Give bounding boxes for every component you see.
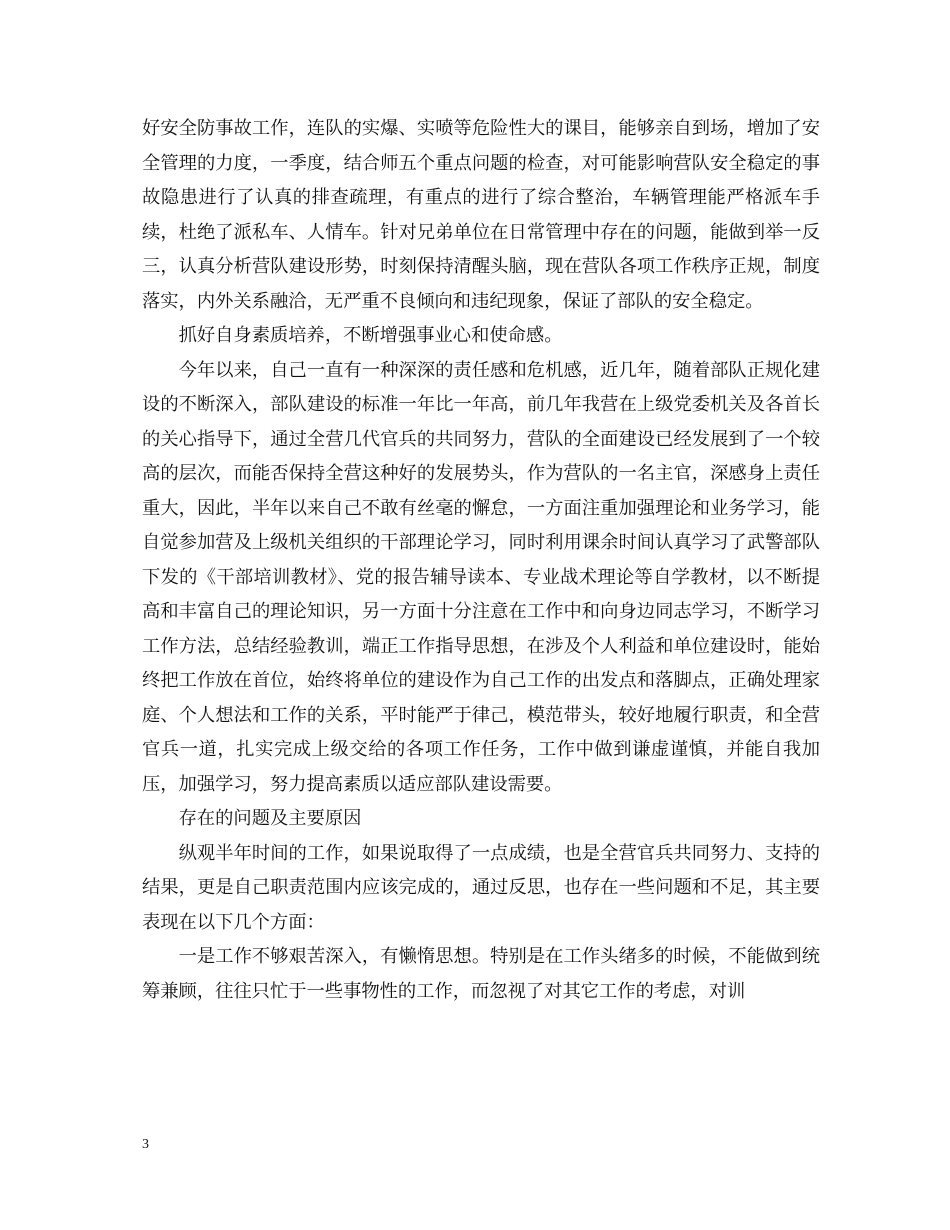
document-body — [142, 112, 820, 1009]
paragraph-heading-problems: 存在的问题及主要原因 — [178, 808, 362, 829]
paragraph-problems-intro: 纵观半年时间的工作，如果说取得了一点成绩，也是全营官兵共同努力、支持的结果，更是自己职责范围内应该完成的，通过反思，也存在一些问题和不足，其主要表现在以下几个方面： — [142, 842, 820, 933]
paragraph-heading-self-quality: 抓好自身素质培养，不断增强事业心和使命感。 — [178, 325, 563, 346]
paragraph-safety-continued: 好安全防事故工作，连队的实爆、实喷等危险性大的课目，能够亲自到场，增加了安全管理的力度，一季度，结合师五个重点问题的检查，对可能影响营队安全稳定的事故隐患进行了认真的排查疏理，有重点的进行了综合整治，车辆管理能严格派车手续，杜绝了派私车、人情车。针对兄弟单位在日常管理中存在的问题，能做到举一反三，认真分析营队建设形势，时刻保持清醒头脑，现在营队各项工作秩序正规，制度落实，内外关系融洽，无严重不良倾向和违纪现象，保证了部队的安全稳定。 — [142, 118, 820, 312]
paragraph-problem-one: 一是工作不够艰苦深入，有懒惰思想。特别是在工作头绪多的时候，不能做到统筹兼顾，往往只忙于一些事物性的工作，而忽视了对其它工作的考虑，对训 — [142, 946, 820, 1002]
paragraph-self-quality-body: 今年以来，自己一直有一种深深的责任感和危机感，近几年，随着部队正规化建设的不断深入，部队建设的标准一年比一年高，前几年我营在上级党委机关及各首长的关心指导下，通过全营几代官兵的共同努力，营队的全面建设已经发展到了一个较高的层次，而能否保持全营这种好的发展势头，作为营队的一名主官，深感身上责任重大，因此，半年以来自己不敢有丝毫的懈怠，一方面注重加强理论和业务学习，能自觉参加营及上级机关组织的干部理论学习，同时利用课余时间认真学习了武警部队下发的《干部培训教材》、党的报告辅导读本、专业战术理论等自学教材，以不断提高和丰富自己的理论知识，另一方面十分注意在工作中和向身边同志学习，不断学习工作方法，总结经验教训，端正工作指导思想，在涉及个人利益和单位建设时，能始终把工作放在首位，始终将单位的建设作为自己工作的出发点和落脚点，正确处理家庭、个人想法和工作的关系，平时能严于律己，模范带头，较好地履行职责，和全营官兵一道，扎实完成上级交给的各项工作任务，工作中做到谦虚谨慎，并能自我加压，加强学习，努力提高素质以适应部队建设需要。 — [142, 359, 820, 795]
page-number: 3 — [142, 1137, 149, 1152]
